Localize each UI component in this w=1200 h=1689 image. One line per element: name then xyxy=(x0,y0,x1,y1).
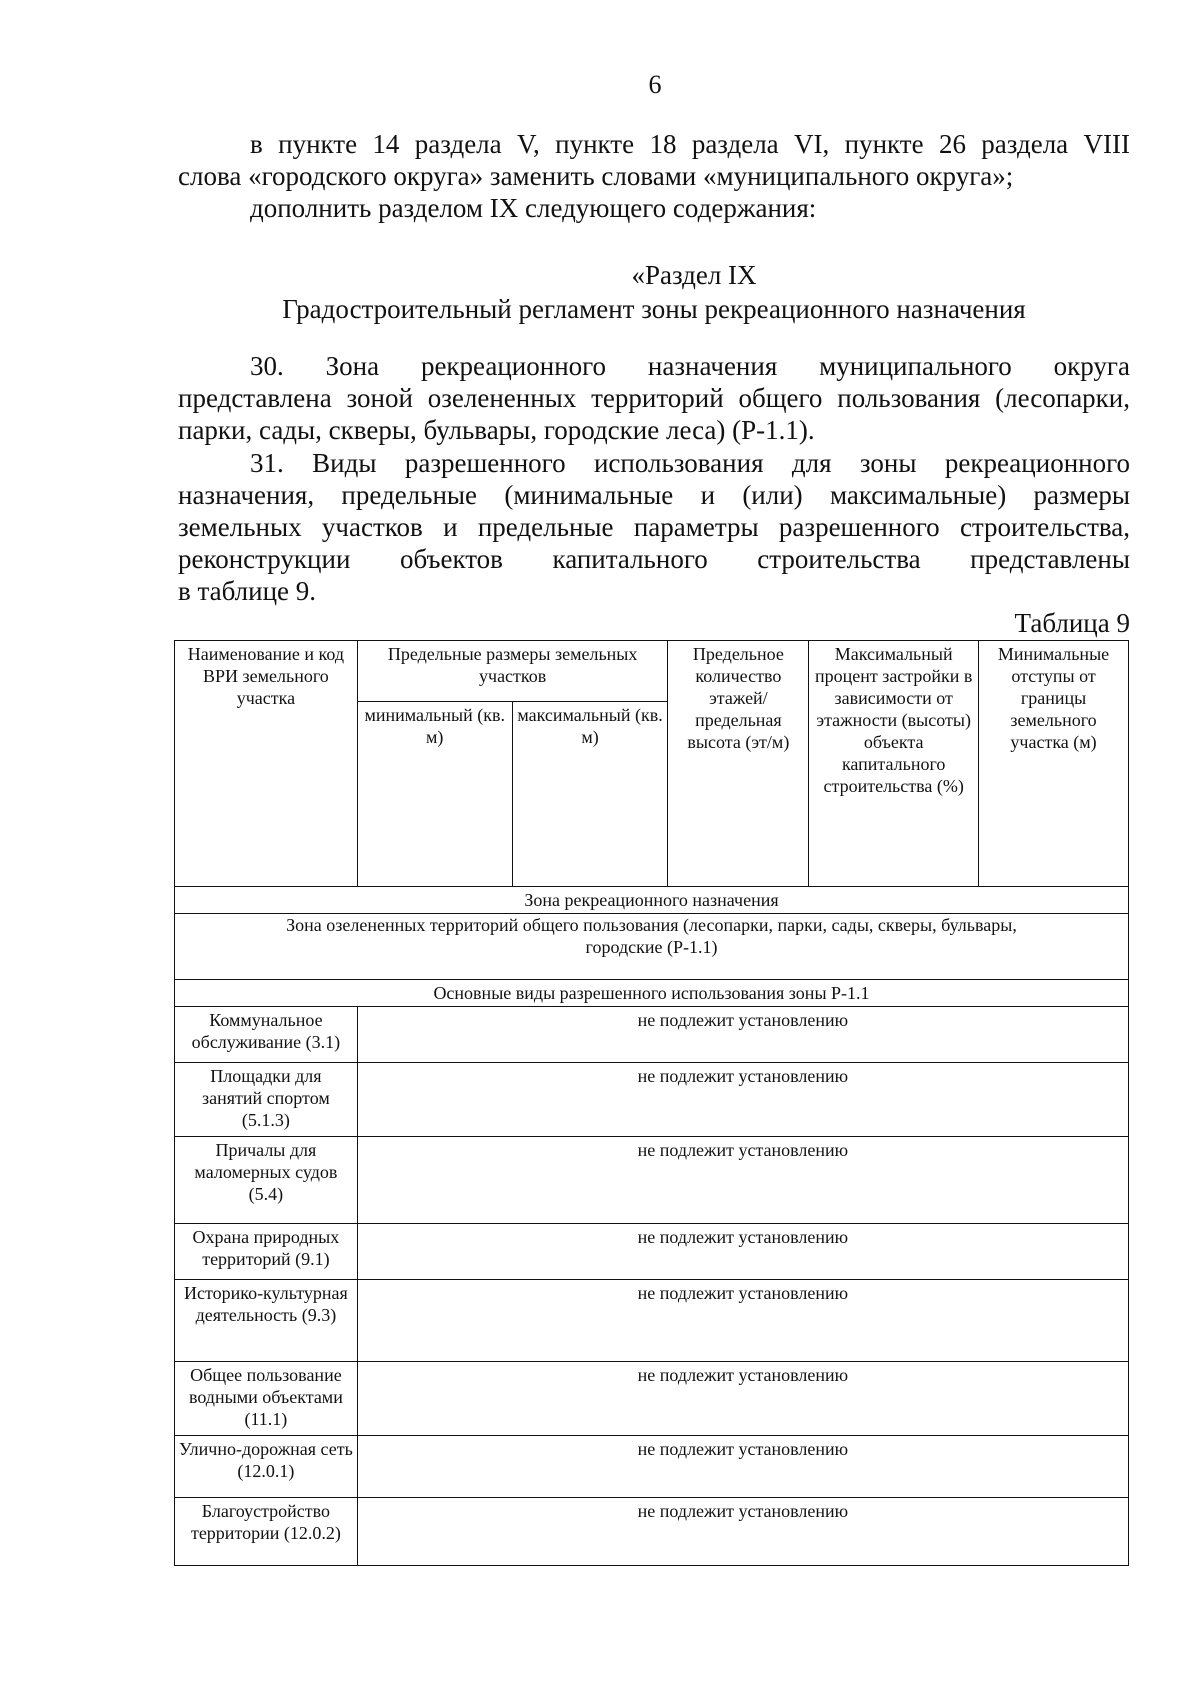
use-name: Улично-дорожная сеть (12.0.1) xyxy=(175,1436,358,1498)
table-row xyxy=(175,1436,1129,1498)
zone-title: Зона рекреационного назначения xyxy=(175,887,1129,914)
section-title: Градостроительный регламент зоны рекреационного назначения xyxy=(282,294,1026,324)
regulation-table xyxy=(174,640,1129,1566)
use-value: не подлежит установлению xyxy=(357,1137,1128,1224)
text-line: реконструкции объектов капитального строительства представлены xyxy=(178,544,1130,574)
text-line: парки, сады, скверы, бульвары, городские леса) (Р-1.1). xyxy=(178,415,815,445)
use-value: не подлежит установлению xyxy=(357,1362,1128,1436)
use-value: не подлежит установлению xyxy=(357,1224,1128,1280)
text-line: назначения, предельные (минимальные и (или) максимальные) размеры xyxy=(178,480,1130,510)
header-min: минимальный (кв. м) xyxy=(357,702,512,887)
use-value: не подлежит установлению xyxy=(357,1436,1128,1498)
text-line: представлена зоной озелененных территорий общего пользования (лесопарки, xyxy=(178,383,1130,413)
use-name: Историко-культурная деятельность (9.3) xyxy=(175,1280,358,1362)
text-line: земельных участков и предельные параметры разрешенного строительства, xyxy=(178,512,1130,542)
header-name: Наименование и код ВРИ земельного участка xyxy=(175,641,358,887)
text-line: 31. Виды разрешенного использования для зоны рекреационного xyxy=(250,448,1130,478)
subzone-title: Зона озелененных территорий общего пользования (лесопарки, парки, сады, скверы, бульвары, городские (Р-1.1) xyxy=(175,914,1129,980)
header-floors: Предельное количество этажей/ предельная высота (эт/м) xyxy=(668,641,809,887)
table-row xyxy=(175,1362,1129,1436)
table-row xyxy=(175,1137,1129,1224)
use-name: Коммунальное обслуживание (3.1) xyxy=(175,1007,358,1063)
use-name: Причалы для маломерных судов (5.4) xyxy=(175,1137,358,1224)
header-coverage: Максимальный процент застройки в зависимости от этажности (высоты) объекта капитального строительства (%) xyxy=(809,641,979,887)
use-value: не подлежит установлению xyxy=(357,1007,1128,1063)
use-value: не подлежит установлению xyxy=(357,1498,1128,1566)
text-line: слова «городского округа» заменить словами «муниципального округа»; xyxy=(178,161,1014,191)
text-line: в таблице 9. xyxy=(178,576,317,606)
use-value: не подлежит установлению xyxy=(357,1063,1128,1137)
main-uses-title-row xyxy=(175,980,1129,1007)
table-row xyxy=(175,1007,1129,1063)
main-uses-title: Основные виды разрешенного использования зоны Р-1.1 xyxy=(175,980,1129,1007)
section-number: «Раздел IX xyxy=(631,260,757,290)
table-row xyxy=(175,1224,1129,1280)
zone-title-row xyxy=(175,887,1129,914)
header-plot-sizes: Предельные размеры земельных участков xyxy=(357,641,668,702)
text-line: в пункте 14 раздела V, пункте 18 раздела VI, пункте 26 раздела VIII xyxy=(250,129,1130,159)
text-line: 30. Зона рекреационного назначения муниципального округа xyxy=(250,351,1130,381)
section-heading xyxy=(178,258,1130,326)
use-name: Площадки для занятий спортом (5.1.3) xyxy=(175,1063,358,1137)
amendment-paragraph xyxy=(178,128,1130,224)
use-name: Благоустройство территории (12.0.2) xyxy=(175,1498,358,1566)
use-value: не подлежит установлению xyxy=(357,1280,1128,1362)
table-header-row xyxy=(175,641,1129,702)
use-name: Охрана природных территорий (9.1) xyxy=(175,1224,358,1280)
paragraph-30 xyxy=(178,350,1130,446)
table-row xyxy=(175,1063,1129,1137)
header-max: максимальный (кв. м) xyxy=(512,702,668,887)
table-row xyxy=(175,1280,1129,1362)
page-number: 6 xyxy=(648,70,662,99)
paragraph-31 xyxy=(178,447,1130,607)
header-setbacks: Минимальные отступы от границы земельного участка (м) xyxy=(979,641,1129,887)
text-line: дополнить разделом IX следующего содержания: xyxy=(250,193,817,223)
table-caption: Таблица 9 xyxy=(1014,608,1130,638)
use-name: Общее пользование водными объектами (11.1) xyxy=(175,1362,358,1436)
subzone-title-row xyxy=(175,914,1129,980)
table-row xyxy=(175,1498,1129,1566)
